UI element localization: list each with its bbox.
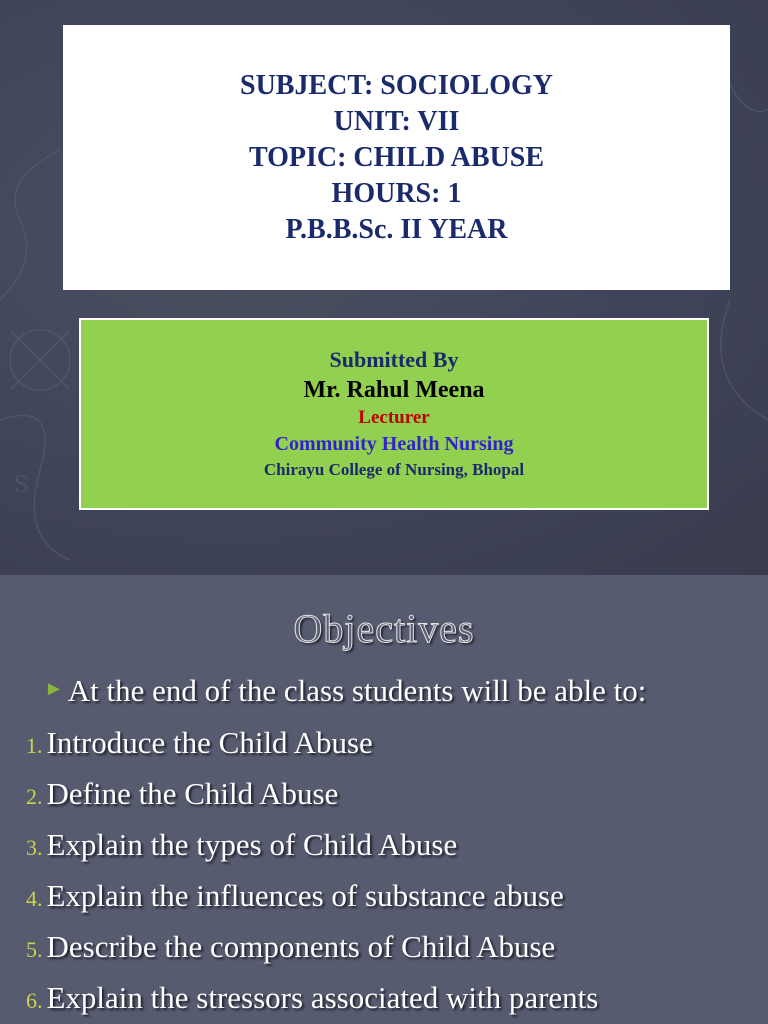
slide-objectives <box>0 575 768 1024</box>
svg-text:S: S <box>14 473 30 498</box>
objective-item <box>26 929 598 980</box>
objectives-intro <box>44 673 646 709</box>
objective-number: 4. <box>26 886 43 911</box>
objective-item <box>26 827 598 878</box>
objective-text: Describe the components of Child Abuse <box>46 929 556 964</box>
objectives-list <box>26 725 598 1024</box>
objective-item <box>26 776 598 827</box>
objective-number: 2. <box>26 784 43 809</box>
presenter-department: Community Health Nursing <box>274 433 514 455</box>
presenter-institution: Chirayu College of Nursing, Bhopal <box>263 460 525 479</box>
objective-item <box>26 725 598 776</box>
title-hours: HOURS: 1 <box>331 177 462 209</box>
objective-number: 5. <box>26 937 43 962</box>
objectives-title: Objectives <box>293 606 475 651</box>
presenter-role: Lecturer <box>358 407 430 428</box>
objective-number: 1. <box>26 733 43 758</box>
objective-item <box>26 980 598 1024</box>
triangle-bullet-icon: ► <box>44 678 64 700</box>
objective-text: Explain the influences of substance abuse <box>46 878 564 913</box>
title-unit: UNIT: VII <box>333 105 460 137</box>
submitted-by-box <box>79 318 709 510</box>
objective-number: 6. <box>26 988 43 1013</box>
title-subject: SUBJECT: SOCIOLOGY <box>240 69 553 101</box>
title-topic: TOPIC: CHILD ABUSE <box>248 141 545 173</box>
title-box <box>63 25 730 290</box>
presenter-name: Mr. Rahul Meena <box>303 377 485 403</box>
objective-text: Explain the stressors associated with parents <box>46 980 599 1015</box>
objectives-intro-text: At the end of the class students will be able to: <box>67 673 647 708</box>
objective-text: Introduce the Child Abuse <box>46 725 373 760</box>
objective-text: Define the Child Abuse <box>46 776 339 811</box>
objective-number: 3. <box>26 835 43 860</box>
title-year: P.B.B.Sc. II YEAR <box>285 213 508 245</box>
submitted-by-label: Submitted By <box>329 347 459 372</box>
objective-item <box>26 878 598 929</box>
objective-text: Explain the types of Child Abuse <box>46 827 458 862</box>
